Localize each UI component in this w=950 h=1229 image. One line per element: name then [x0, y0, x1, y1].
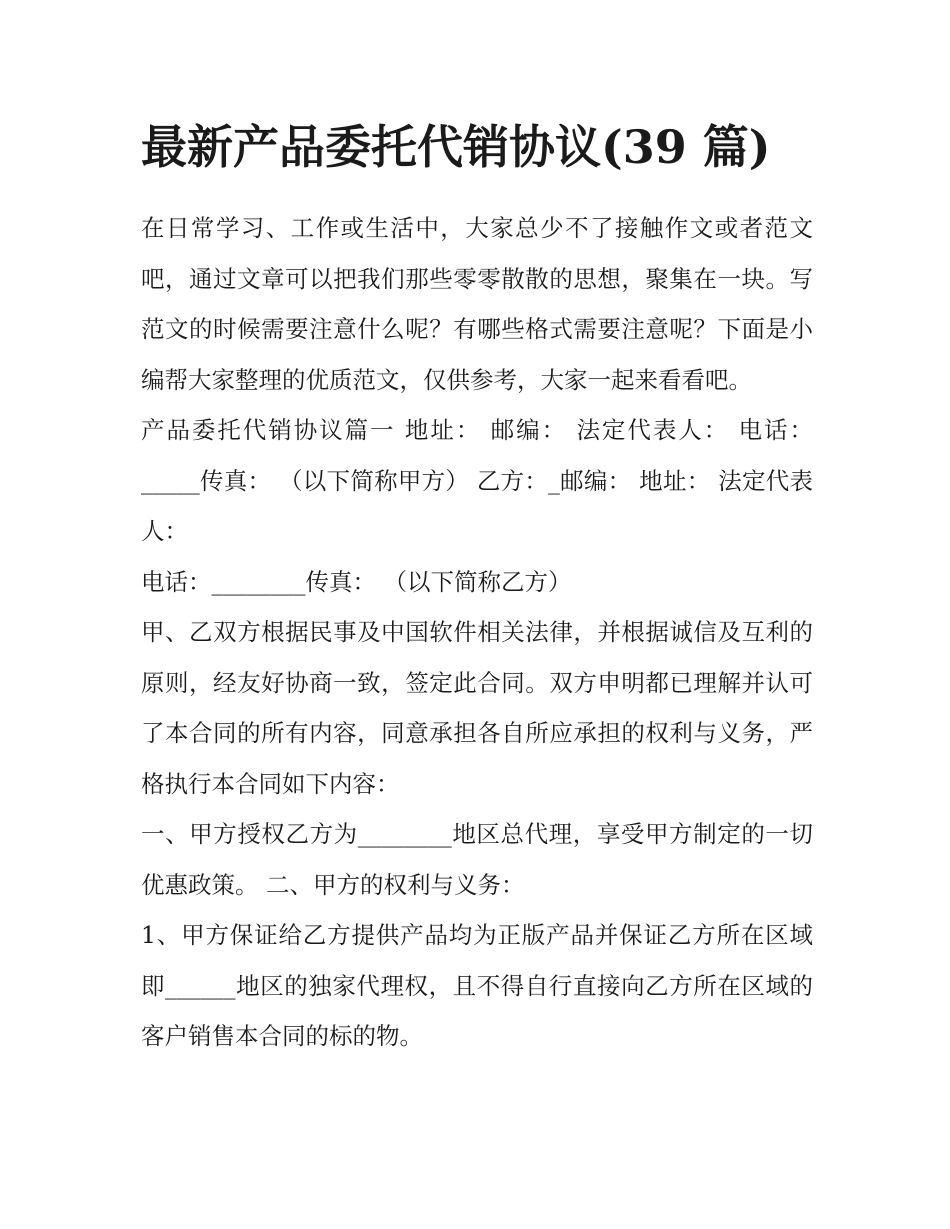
paragraph-clause-two-item-one: 1、甲方保证给乙方提供产品均为正版产品并保证乙方所在区域即______地区的独家代理权，且不得自行直接向乙方所在区域的客户销售本合同的标的物。: [141, 921, 813, 1050]
paragraph-party-a-info: 产品委托代销协议篇一 地址： 邮编： 法定代表人： 电话：_____传真： （以下简称甲方） 乙方：_邮编： 地址： 法定代表人：: [141, 416, 813, 545]
paragraph-agreement-preamble: 甲、乙双方根据民事及中国软件相关法律，并根据诚信及互利的原则，经友好协商一致，签定此合同。双方申明都已理解并认可了本合同的所有内容，同意承担各自所应承担的权利与义务，严格执行本合同如下内容：: [141, 618, 813, 798]
document-body: [141, 203, 813, 1062]
paragraph-party-b-phone: 电话：________传真： （以下简称乙方）: [141, 567, 572, 596]
document-page: [141, 112, 813, 1062]
paragraph-clause-one: 一、甲方授权乙方为________地区总代理，享受甲方制定的一切优惠政策。 二、甲方的权利与义务：: [141, 820, 813, 899]
document-title: 最新产品委托代销协议(39 篇): [141, 120, 771, 174]
paragraph-intro: 在日常学习、工作或生活中，大家总少不了接触作文或者范文吧，通过文章可以把我们那些零零散散的思想，聚集在一块。写范文的时候需要注意什么呢？有哪些格式需要注意呢？下面是小编帮大家整理的优质范文，仅供参考，大家一起来看看吧。: [141, 214, 813, 394]
